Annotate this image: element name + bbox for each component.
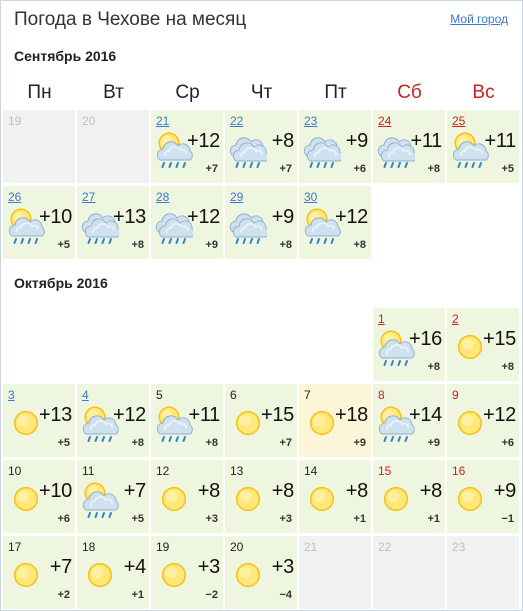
calendar-day-cell[interactable] [447,460,519,533]
calendar-day-cell[interactable] [3,536,75,609]
day-number[interactable]: 3 [8,388,15,402]
calendar-empty-cell [77,308,149,381]
day-number: 20 [230,540,244,554]
calendar-day-cell[interactable] [447,384,519,457]
day-number: 23 [452,540,466,554]
calendar-day-cell[interactable] [225,536,297,609]
calendar-day-cell[interactable] [373,308,445,381]
night-low-temperature: +5 [57,437,70,449]
september-calendar-grid [3,110,520,260]
day-number: 8 [378,388,385,402]
weekday-label: Ср [175,82,200,103]
day-high-temperature: +15 [482,328,516,350]
weekday-label: Пн [27,82,52,103]
cloudy-rain-icon [229,130,267,168]
night-low-temperature: +2 [57,589,70,601]
calendar-day-cell[interactable] [225,460,297,533]
day-number: 7 [304,388,311,402]
day-number[interactable]: 21 [156,114,170,128]
calendar-day-cell[interactable] [299,460,371,533]
day-high-temperature: +8 [419,480,442,502]
sun-icon [229,480,267,518]
night-low-temperature: +1 [427,513,440,525]
calendar-day-cell [447,536,519,609]
month-title-october: Октябрь 2016 [14,275,108,291]
day-number[interactable]: 29 [230,190,244,204]
calendar-day-cell[interactable] [77,460,149,533]
day-high-temperature: +3 [197,556,220,578]
night-low-temperature: +8 [501,361,514,373]
night-low-temperature: +7 [279,163,292,175]
night-low-temperature: −1 [501,513,514,525]
day-high-temperature: +3 [271,556,294,578]
night-low-temperature: +9 [205,239,218,251]
day-high-temperature: +16 [408,328,442,350]
day-number[interactable]: 2 [452,312,459,326]
sun-icon [155,480,193,518]
calendar-empty-cell [225,308,297,381]
day-number: 20 [82,114,96,128]
day-high-temperature: +10 [38,480,72,502]
day-high-temperature: +10 [38,206,72,228]
night-low-temperature: +8 [353,239,366,251]
cloudy-rain-icon [303,130,341,168]
calendar-day-cell[interactable] [151,186,223,259]
day-number: 22 [378,540,392,554]
day-high-temperature: +7 [123,480,146,502]
day-number: 13 [230,464,244,478]
day-high-temperature: +9 [271,206,294,228]
day-number[interactable]: 30 [304,190,318,204]
day-high-temperature: +11 [410,130,442,152]
calendar-day-cell[interactable] [447,110,519,183]
night-low-temperature: +8 [131,437,144,449]
day-high-temperature: +4 [123,556,146,578]
day-number[interactable]: 4 [82,388,89,402]
day-high-temperature: +12 [482,404,516,426]
day-high-temperature: +11 [188,404,220,426]
day-number: 19 [8,114,22,128]
partly-cloudy-sun-rain-icon [451,130,489,168]
day-number: 16 [452,464,466,478]
calendar-empty-cell [151,308,223,381]
calendar-day-cell[interactable] [299,384,371,457]
day-number: 6 [230,388,237,402]
day-high-temperature: +12 [112,404,146,426]
calendar-day-cell[interactable] [225,186,297,259]
sun-icon [7,556,45,594]
day-high-temperature: +9 [493,480,516,502]
day-number: 18 [82,540,96,554]
calendar-day-cell[interactable] [151,460,223,533]
calendar-day-cell[interactable] [77,384,149,457]
calendar-day-cell[interactable] [151,384,223,457]
calendar-day-cell [3,110,75,183]
day-number[interactable]: 27 [82,190,96,204]
sun-icon [451,480,489,518]
partly-cloudy-sun-rain-icon [155,404,193,442]
night-low-temperature: +6 [501,437,514,449]
calendar-day-cell [299,536,371,609]
night-low-temperature: +6 [57,513,70,525]
day-number: 17 [8,540,22,554]
night-low-temperature: −2 [205,589,218,601]
day-number[interactable]: 23 [304,114,318,128]
weekday-label: Вс [472,82,495,103]
night-low-temperature: +1 [353,513,366,525]
calendar-empty-cell [3,308,75,381]
day-number[interactable]: 28 [156,190,170,204]
day-high-temperature: +15 [260,404,294,426]
calendar-day-cell[interactable] [299,110,371,183]
calendar-day-cell[interactable] [77,536,149,609]
weekday-header [3,82,520,106]
calendar-empty-cell [299,308,371,381]
calendar-day-cell[interactable] [299,186,371,259]
day-high-temperature: +13 [112,206,146,228]
day-number: 19 [156,540,170,554]
calendar-day-cell[interactable] [3,460,75,533]
night-low-temperature: +7 [279,437,292,449]
day-high-temperature: +18 [334,404,368,426]
sun-icon [303,480,341,518]
night-low-temperature: +5 [131,513,144,525]
night-low-temperature: +9 [427,437,440,449]
night-low-temperature: +8 [279,239,292,251]
night-low-temperature: +7 [205,163,218,175]
day-number[interactable]: 22 [230,114,244,128]
calendar-day-cell[interactable] [373,460,445,533]
calendar-day-cell[interactable] [225,110,297,183]
day-number[interactable]: 24 [378,114,392,128]
day-number: 12 [156,464,170,478]
day-number: 14 [304,464,318,478]
cloudy-rain-icon [377,130,415,168]
night-low-temperature: +5 [501,163,514,175]
day-high-temperature: +14 [408,404,442,426]
page-title: Погода в Чехове на месяц [14,9,247,30]
day-number[interactable]: 1 [378,312,385,326]
day-high-temperature: +8 [271,130,294,152]
day-high-temperature: +8 [197,480,220,502]
weekday-label: Сб [397,82,422,103]
day-high-temperature: +8 [345,480,368,502]
night-low-temperature: +8 [427,361,440,373]
calendar-day-cell [77,110,149,183]
night-low-temperature: +1 [131,589,144,601]
sun-icon [229,556,267,594]
calendar-day-cell[interactable] [151,110,223,183]
calendar-day-cell[interactable] [3,384,75,457]
day-number: 21 [304,540,318,554]
month-title-september: Сентябрь 2016 [14,48,117,64]
cloudy-rain-icon [229,206,267,244]
night-low-temperature: +8 [427,163,440,175]
night-low-temperature: +8 [205,437,218,449]
day-high-temperature: +13 [38,404,72,426]
day-high-temperature: +9 [345,130,368,152]
day-high-temperature: +12 [186,130,220,152]
calendar-day-cell[interactable] [373,384,445,457]
day-number: 11 [82,464,95,478]
calendar-day-cell [373,536,445,609]
night-low-temperature: +5 [57,239,70,251]
night-low-temperature: +9 [353,437,366,449]
sun-icon [377,480,415,518]
day-high-temperature: +12 [334,206,368,228]
night-low-temperature: +3 [279,513,292,525]
night-low-temperature: +3 [205,513,218,525]
day-number: 15 [378,464,392,478]
day-number: 5 [156,388,163,402]
weekday-label: Вт [103,82,124,103]
sun-icon [155,556,193,594]
partly-cloudy-sun-rain-icon [81,480,119,518]
weekday-label: Пт [324,82,347,103]
calendar-day-cell[interactable] [151,536,223,609]
day-number: 10 [8,464,22,478]
night-low-temperature: +6 [353,163,366,175]
my-city-link[interactable]: Мой город [450,12,508,26]
calendar-day-cell[interactable] [373,110,445,183]
sun-icon [81,556,119,594]
october-calendar-grid [3,308,520,608]
calendar-day-cell[interactable] [225,384,297,457]
night-low-temperature: +8 [131,239,144,251]
calendar-day-cell[interactable] [3,186,75,259]
day-number[interactable]: 25 [452,114,466,128]
night-low-temperature: −4 [279,589,292,601]
day-number[interactable]: 26 [8,190,22,204]
day-high-temperature: +7 [49,556,72,578]
calendar-day-cell[interactable] [447,308,519,381]
day-high-temperature: +12 [186,206,220,228]
day-high-temperature: +8 [271,480,294,502]
weekday-label: Чт [250,82,273,103]
day-number: 9 [452,388,459,402]
calendar-day-cell[interactable] [77,186,149,259]
day-high-temperature: +11 [484,130,516,152]
